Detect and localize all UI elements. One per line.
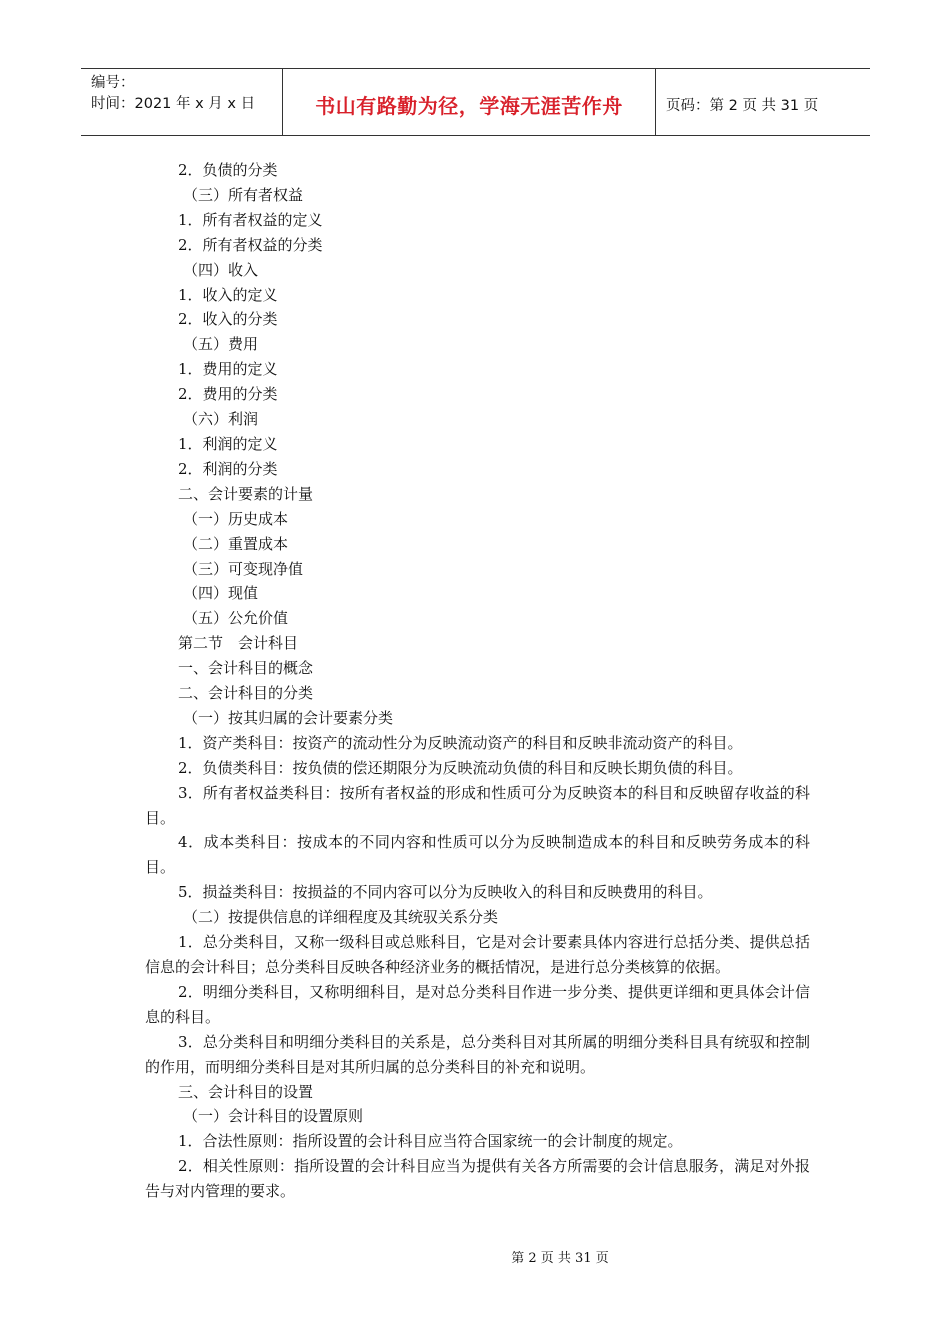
body-paragraph: 5．损益类科目：按损益的不同内容可以分为反映收入的科目和反映费用的科目。: [178, 883, 713, 902]
body-line: 2．利润的分类: [178, 459, 278, 478]
body-subheading: （三）可变现净值: [183, 559, 304, 578]
page-header: [81, 68, 870, 136]
page-footer: 第 2 页 共 31 页: [511, 1251, 609, 1266]
body-subheading: （三）所有者权益: [183, 185, 304, 204]
body-paragraph: 2．相关性原则：指所设置的会计科目应当为提供有关各方所需要的会计信息服务，满足对外报告与对内管理的要求。: [145, 1157, 810, 1201]
header-page-info: 页码：第 2 页 共 31 页: [666, 97, 819, 114]
body-subheading: （四）现值: [183, 584, 259, 603]
body-line: 第二节 会计科目: [178, 634, 299, 653]
body-line: 2．所有者权益的分类: [178, 235, 323, 254]
body-paragraph: 1．资产类科目：按资产的流动性分为反映流动资产的科目和反映非流动资产的科目。: [178, 733, 743, 752]
body-line: 二、会计要素的计量: [178, 484, 314, 503]
body-subheading: （二）按提供信息的详细程度及其统驭关系分类: [183, 908, 499, 927]
body-paragraph: 3．所有者权益类科目：按所有者权益的形成和性质可分为反映资本的科目和反映留存收益的科目。: [145, 783, 810, 827]
body-line: 2．费用的分类: [178, 385, 278, 404]
number-label: 编号：: [91, 75, 135, 91]
body-subheading: （一）会计科目的设置原则: [183, 1107, 364, 1126]
body-line: 2．收入的分类: [178, 310, 278, 329]
body-line: 一、会计科目的概念: [178, 659, 314, 678]
body-subheading: （一）按其归属的会计要素分类: [183, 708, 394, 727]
body-subheading: （一）历史成本: [183, 509, 289, 528]
body-subheading: （五）费用: [183, 335, 259, 354]
body-subheading: （五）公允价值: [183, 609, 289, 628]
body-paragraph: 1．合法性原则：指所设置的会计科目应当符合国家统一的会计制度的规定。: [178, 1132, 683, 1151]
body-paragraph: 2．负债类科目：按负债的偿还期限分为反映流动负债的科目和反映长期负债的科目。: [178, 758, 743, 777]
body-line: 1．利润的定义: [178, 434, 278, 453]
body-line: 1．费用的定义: [178, 360, 278, 379]
body-paragraph: 4．成本类科目：按成本的不同内容和性质可以分为反映制造成本的科目和反映劳务成本的科目。: [145, 833, 810, 877]
body-subheading: （六）利润: [183, 410, 259, 429]
body-line: 2．负债的分类: [178, 161, 278, 179]
body-paragraph: 1．总分类科目，又称一级科目或总账科目，它是对会计要素具体内容进行总括分类、提供总括信息的会计科目；总分类科目反映各种经济业务的概括情况，是进行总分类核算的依据。: [145, 933, 810, 976]
document-body: [145, 158, 810, 1204]
body-line: 1．收入的定义: [178, 285, 278, 304]
body-paragraph: 3．总分类科目和明细分类科目的关系是，总分类科目对其所属的明细分类科目具有统驭和控制的作用，而明细分类科目是对其所归属的总分类科目的补充和说明。: [145, 1032, 810, 1076]
body-subheading: （四）收入: [183, 260, 259, 279]
body-line: 二、会计科目的分类: [178, 684, 314, 703]
body-line: 三、会计科目的设置: [178, 1082, 314, 1101]
body-paragraph: 2．明细分类科目，又称明细科目，是对总分类科目作进一步分类、提供更详细和更具体会计信息的科目。: [145, 982, 810, 1026]
time-label: 时间：2021 年 x 月 x 日: [91, 96, 256, 112]
body-subheading: （二）重置成本: [183, 534, 289, 553]
header-motto: 书山有路勤为径，学海无涯苦作舟: [283, 69, 656, 135]
header-meta: [81, 69, 283, 135]
body-line: 1．所有者权益的定义: [178, 210, 323, 229]
